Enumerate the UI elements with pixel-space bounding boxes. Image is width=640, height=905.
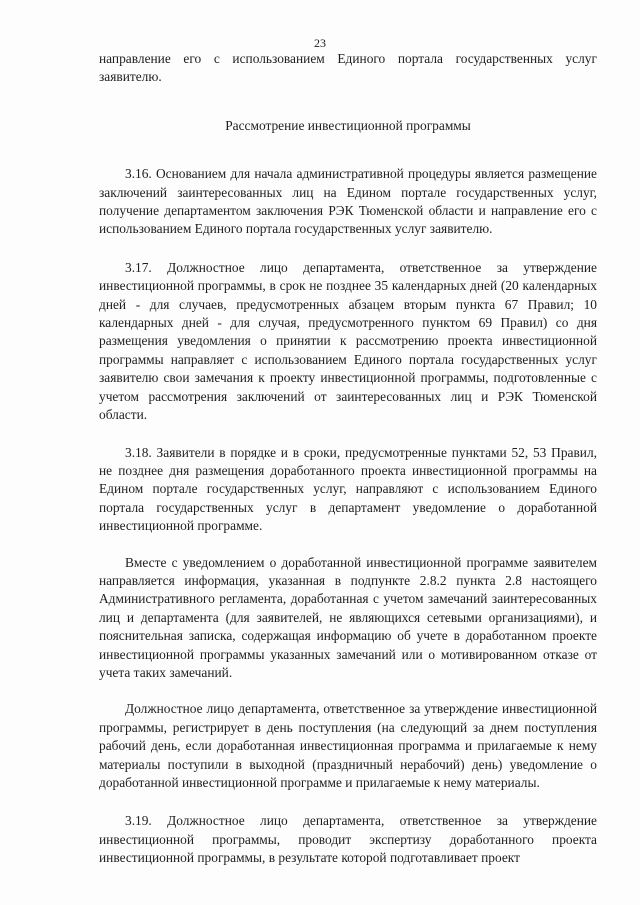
- paragraph-3-16: 3.16. Основанием для начала административной процедуры является размещение заключений заинтересованных лиц на Едином портале государственных услуг, получение департаментом заключения РЭК Тюменской области и направление его с использованием Единого портала государственных услуг заявителю.: [99, 166, 597, 237]
- section-heading: Рассмотрение инвестиционной программы: [225, 117, 471, 133]
- paragraph-registration: Должностное лицо департамента, ответственное за утверждение инвестиционной программы, регистрирует в день поступления (на следующий за днем поступления рабочий день, если доработанная инвестиционная программа и прилагаемые к нему материалы поступили в выходной (праздничный нерабочий) день) уведомление о доработанной инвестиционной программе и прилагаемые к нему материалы.: [99, 701, 597, 790]
- paragraph-3-19: 3.19. Должностное лицо департамента, ответственное за утверждение инвестиционной программы, проводит экспертизу доработанного проекта инвестиционной программы, в результате которой подготавливает проект: [99, 813, 597, 866]
- paragraph-3-18: 3.18. Заявители в порядке и в сроки, предусмотренные пунктами 52, 53 Правил, не позднее дня размещения доработанного проекта инвестиционной программы на Едином портале государственных услуг, направляют с использованием Единого портала государственных услуг в департамент уведомление о доработанной инвестиционной программе.: [99, 444, 597, 534]
- paragraph-3-17: 3.17. Должностное лицо департамента, ответственное за утверждение инвестиционной программы, в срок не позднее 35 календарных дней (20 календарных дней - для случаев, предусмотренных абзацем вторым пункта 67 Правил; 10 календарных дней - для случая, предусмотренного пунктом 69 Правил) со дня размещения уведомления о принятии к рассмотрению проекта инвестиционной программы направляет с использованием Единого портала государственных услуг заявителю свои замечания к проекту инвестиционной программы, подготовленные с учетом рассмотрения заключений от заинтересованных лиц и РЭК Тюменской области.: [99, 259, 597, 423]
- paragraph-notification-info: Вместе с уведомлением о доработанной инвестиционной программе заявителем направляется информация, указанная в подпункте 2.8.2 пункта 2.8 настоящего Административного регламента, доработанная с учетом замечаний заинтересованных лиц и департамента (для заявителей, не являющихся сетевыми организациями), и пояснительная записка, содержащая информацию об учете в доработанном проекте инвестиционной программы указанных замечаний или о мотивированном отказе от учета таких замечаний.: [99, 554, 597, 680]
- page-number: 23: [314, 36, 326, 50]
- intro-continuation-paragraph: направление его с использованием Единого портала государственных услуг заявителю.: [99, 51, 597, 85]
- document-body: [99, 50, 597, 868]
